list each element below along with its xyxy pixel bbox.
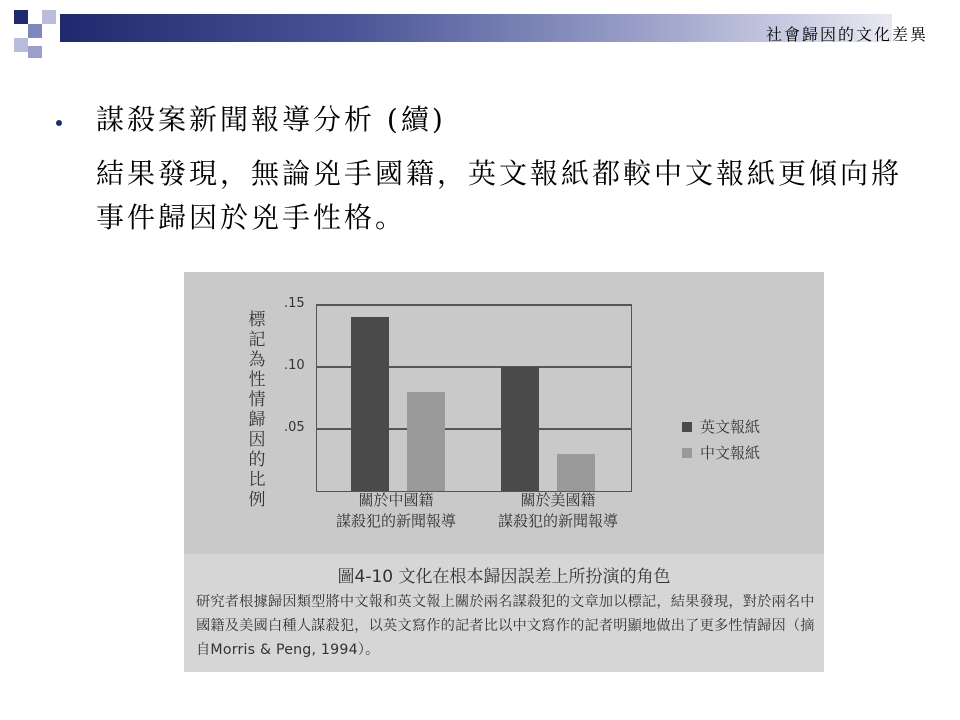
- chart-bar: [407, 392, 445, 491]
- bullet-title: 謀殺案新聞報導分析 (續): [96, 103, 446, 136]
- chart-legend-item: [682, 416, 760, 437]
- chart-ylabel: 標記為性情歸因的比例: [248, 310, 266, 510]
- chart-bar: [501, 367, 539, 491]
- chart-ytick-label: .15: [284, 296, 305, 311]
- deco-square: [42, 10, 56, 24]
- chart-bar: [351, 317, 389, 491]
- legend-label: 英文報紙: [700, 418, 761, 436]
- deco-square: [14, 38, 28, 52]
- chart-plot: [316, 304, 632, 492]
- deco-square: [28, 46, 42, 58]
- chart-xcategory-label: 關於美國籍 謀殺犯的新聞報導: [497, 491, 618, 530]
- figure-description: 研究者根據歸因類型將中文報和英文報上關於兩名謀殺犯的文章加以標記，結果發現，對於兩名中國籍及美國白種人謀殺犯，以英文寫作的記者比以中文寫作的記者明顯地做出了更多性情歸因（摘自Morris & Peng, 1994）。: [196, 594, 815, 658]
- deco-square: [14, 10, 28, 24]
- chart-gridline: [317, 304, 631, 306]
- chart-legend-item: [682, 442, 760, 463]
- figure: [184, 272, 824, 672]
- bullet-icon: [56, 120, 62, 126]
- header-title: 社會歸因的文化差異: [765, 25, 928, 44]
- deco-square: [28, 24, 42, 38]
- chart-ytick-label: .10: [284, 358, 305, 373]
- figure-chart-area: [184, 272, 824, 554]
- legend-swatch: [682, 422, 692, 432]
- chart-bar: [557, 454, 595, 491]
- legend-swatch: [682, 448, 692, 458]
- chart-xcategory-label: 關於中國籍 謀殺犯的新聞報導: [335, 491, 456, 530]
- legend-label: 中文報紙: [700, 444, 761, 462]
- figure-caption: 圖4-10 文化在根本歸因誤差上所扮演的角色: [337, 567, 671, 587]
- chart-ytick-label: .05: [284, 420, 305, 435]
- body-text: 結果發現，無論兇手國籍，英文報紙都較中文報紙更傾向將事件歸因於兇手性格。: [96, 157, 903, 234]
